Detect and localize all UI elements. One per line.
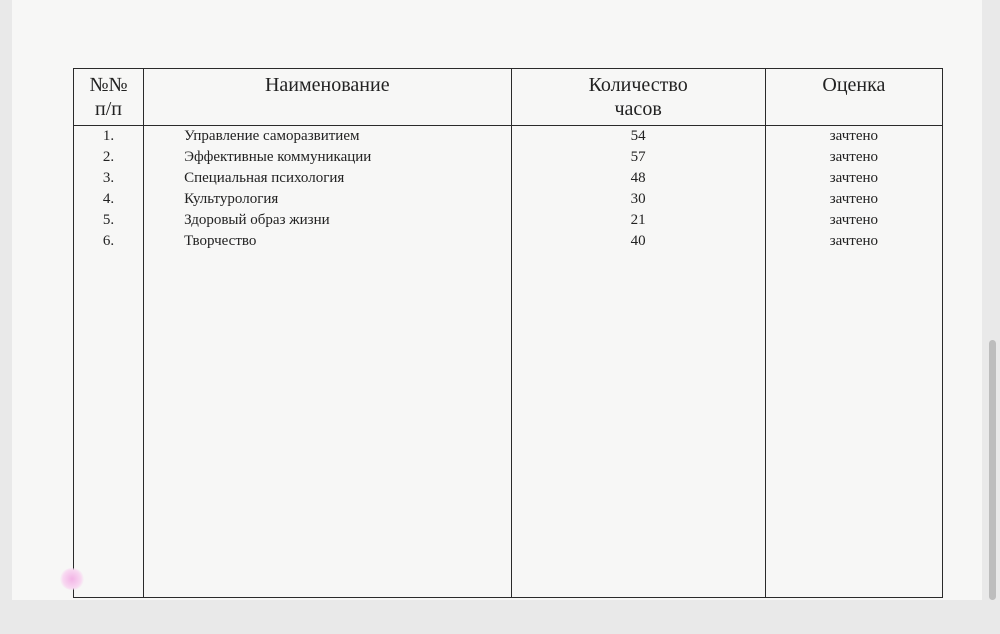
header-hours-line2: часов: [614, 98, 662, 120]
table-header-row: [74, 69, 943, 126]
table-row: [74, 210, 943, 231]
header-hours-line1: Количество: [588, 74, 688, 96]
table-row: [74, 147, 943, 168]
row-grade: зачтено: [765, 147, 942, 168]
header-number: [74, 69, 144, 126]
bottom-margin: [0, 600, 1000, 634]
row-hours: 48: [511, 168, 765, 189]
row-number: 1.: [74, 126, 144, 148]
scrollbar-thumb[interactable]: [989, 340, 996, 600]
row-hours: 57: [511, 147, 765, 168]
row-grade: зачтено: [765, 210, 942, 231]
row-name: Специальная психология: [144, 168, 511, 189]
row-number: 4.: [74, 189, 144, 210]
table-row: [74, 189, 943, 210]
header-number-line2: п/п: [95, 98, 123, 120]
empty-cell: [511, 252, 765, 598]
row-number: 6.: [74, 231, 144, 252]
header-hours: [511, 69, 765, 126]
header-number-line1: №№: [89, 74, 128, 96]
row-name: Культурология: [144, 189, 511, 210]
table-row: [74, 168, 943, 189]
grades-table: [73, 68, 943, 598]
row-name: Эффективные коммуникации: [144, 147, 511, 168]
row-number: 3.: [74, 168, 144, 189]
row-number: 5.: [74, 210, 144, 231]
row-name: Творчество: [144, 231, 511, 252]
row-number: 2.: [74, 147, 144, 168]
empty-cell: [144, 252, 511, 598]
row-hours: 54: [511, 126, 765, 148]
table-row: [74, 231, 943, 252]
row-grade: зачтено: [765, 126, 942, 148]
row-name: Управление саморазвитием: [144, 126, 511, 148]
table-row: [74, 126, 943, 148]
row-hours: 40: [511, 231, 765, 252]
header-grade: Оценка: [765, 69, 942, 126]
row-hours: 21: [511, 210, 765, 231]
row-grade: зачтено: [765, 231, 942, 252]
row-hours: 30: [511, 189, 765, 210]
row-name: Здоровый образ жизни: [144, 210, 511, 231]
pink-smudge: [60, 568, 84, 590]
table-empty-space: [74, 252, 943, 598]
empty-cell: [765, 252, 942, 598]
row-grade: зачтено: [765, 189, 942, 210]
row-grade: зачтено: [765, 168, 942, 189]
header-name: Наименование: [144, 69, 511, 126]
empty-cell: [74, 252, 144, 598]
